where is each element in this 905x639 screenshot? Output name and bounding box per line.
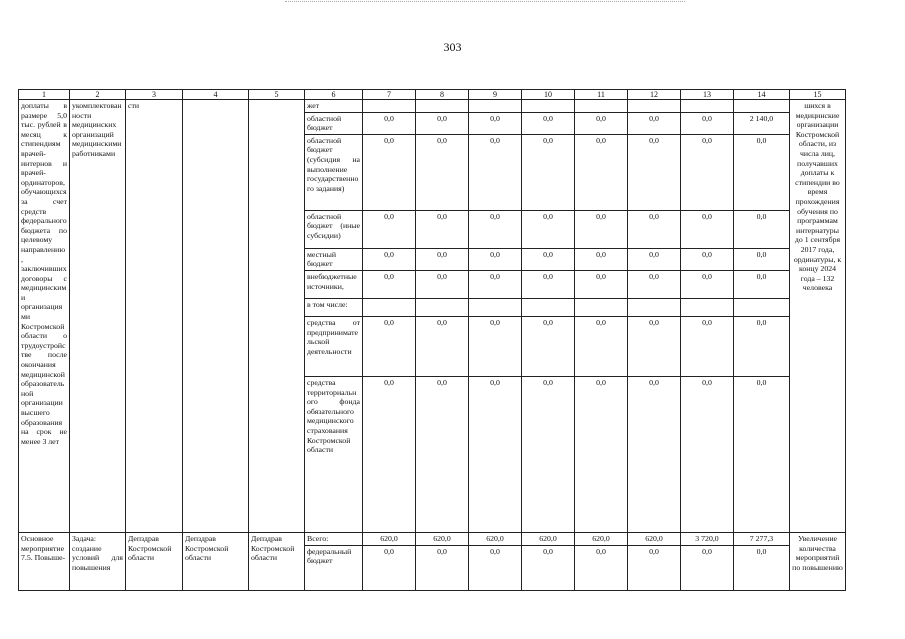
- funding-value: 0,0: [469, 545, 522, 590]
- funding-value: 0,0: [363, 545, 416, 590]
- cell-description: Основное мероприятие 7.5. Повыше-: [19, 532, 70, 590]
- funding-value: 0,0: [681, 134, 734, 210]
- funding-value: 2 140,0: [734, 112, 790, 134]
- funding-value: 0,0: [575, 545, 628, 590]
- header-col-14: 14: [734, 90, 790, 100]
- funding-value: 0,0: [628, 545, 681, 590]
- table-row: [19, 532, 846, 545]
- funding-value: 0,0: [681, 210, 734, 248]
- funding-value: 0,0: [734, 270, 790, 298]
- table-row: [19, 100, 846, 113]
- funding-value: [363, 100, 416, 113]
- funding-source-label: федеральный бюджет: [305, 545, 363, 590]
- funding-value: 0,0: [628, 210, 681, 248]
- funding-value: [575, 100, 628, 113]
- funding-source-label: местный бюджет: [305, 248, 363, 270]
- funding-value: [628, 298, 681, 316]
- funding-value: 0,0: [363, 270, 416, 298]
- header-col-7: 7: [363, 90, 416, 100]
- cell-executor: сти: [126, 100, 183, 533]
- cell-participant: [249, 100, 305, 533]
- cell-participant: Депздрав Костромской области: [249, 532, 305, 590]
- funding-value: 0,0: [628, 248, 681, 270]
- funding-value: 0,0: [522, 316, 575, 376]
- scan-top-edge: [285, 1, 685, 2]
- header-col-9: 9: [469, 90, 522, 100]
- funding-value: 0,0: [734, 210, 790, 248]
- funding-value: 0,0: [628, 270, 681, 298]
- funding-source-label: областной бюджет (иные субсидии): [305, 210, 363, 248]
- funding-value: 0,0: [522, 270, 575, 298]
- funding-value: [522, 100, 575, 113]
- funding-value: 0,0: [628, 134, 681, 210]
- funding-value: 0,0: [363, 134, 416, 210]
- funding-value: 0,0: [575, 112, 628, 134]
- header-col-1: 1: [19, 90, 70, 100]
- funding-value: 620,0: [628, 532, 681, 545]
- funding-value: 0,0: [416, 316, 469, 376]
- funding-value: 620,0: [363, 532, 416, 545]
- funding-value: 0,0: [416, 270, 469, 298]
- cell-description: доплаты в размере 5,0 тыс. рублей в месяц к стипендиям врачей-интернов и врачей-ординаторов, обучающихся за счет средств федерального бюджета по целевому направлению, заключивших договоры с медицинскими организациями Костромской области о трудоустройстве после окончания медицинской образовательной организации высшего образования на срок не менее 3 лет: [19, 100, 70, 533]
- header-col-6: 6: [305, 90, 363, 100]
- funding-table: [18, 89, 846, 591]
- funding-value: 0,0: [416, 545, 469, 590]
- funding-value: [416, 298, 469, 316]
- funding-value: [363, 298, 416, 316]
- funding-value: 620,0: [575, 532, 628, 545]
- funding-value: 0,0: [363, 316, 416, 376]
- cell-coexecutor: Депздрав Костромской области: [183, 532, 249, 590]
- cell-expected-result: шихся в медицинские организации Костромской области, из числа лиц, получавших доплаты к стипендии во время прохождения обучения по программам интернатуры до 1 сентября 2017 года, ординатуры, к концу 2024 года – 132 человека: [790, 100, 846, 533]
- funding-value: 0,0: [363, 248, 416, 270]
- funding-source-label: Всего:: [305, 532, 363, 545]
- funding-value: 620,0: [469, 532, 522, 545]
- funding-value: 0,0: [522, 248, 575, 270]
- funding-value: 0,0: [416, 210, 469, 248]
- funding-value: 620,0: [416, 532, 469, 545]
- funding-source-label: в том числе:: [305, 298, 363, 316]
- funding-value: 0,0: [575, 134, 628, 210]
- header-col-4: 4: [183, 90, 249, 100]
- funding-source-label: внебюджетные источники,: [305, 270, 363, 298]
- header-row: [19, 90, 846, 100]
- funding-value: 0,0: [522, 545, 575, 590]
- header-col-10: 10: [522, 90, 575, 100]
- header-col-15: 15: [790, 90, 846, 100]
- funding-value: 3 720,0: [681, 532, 734, 545]
- funding-value: 0,0: [734, 545, 790, 590]
- funding-value: 0,0: [363, 210, 416, 248]
- funding-value: 0,0: [416, 134, 469, 210]
- funding-value: 0,0: [681, 248, 734, 270]
- funding-value: 0,0: [681, 376, 734, 532]
- funding-value: 0,0: [469, 210, 522, 248]
- funding-value: [681, 100, 734, 113]
- funding-value: 0,0: [628, 376, 681, 532]
- funding-value: 0,0: [469, 376, 522, 532]
- cell-task: укомплектованности медицинских организаций медицинскими работниками: [70, 100, 126, 533]
- funding-value: [734, 298, 790, 316]
- funding-value: 7 277,3: [734, 532, 790, 545]
- funding-value: [681, 298, 734, 316]
- header-col-13: 13: [681, 90, 734, 100]
- funding-value: 0,0: [469, 248, 522, 270]
- header-col-2: 2: [70, 90, 126, 100]
- header-col-5: 5: [249, 90, 305, 100]
- page-number: 303: [443, 40, 462, 54]
- cell-expected-result: Увеличение количества мероприятий по повышению: [790, 532, 846, 590]
- funding-value: [416, 100, 469, 113]
- funding-source-label: областной бюджет: [305, 112, 363, 134]
- funding-value: 0,0: [522, 134, 575, 210]
- funding-value: 0,0: [575, 316, 628, 376]
- funding-value: 0,0: [522, 210, 575, 248]
- funding-value: 0,0: [734, 376, 790, 532]
- funding-source-label: жет: [305, 100, 363, 113]
- funding-value: 0,0: [416, 376, 469, 532]
- funding-value: 0,0: [628, 316, 681, 376]
- funding-value: 0,0: [416, 112, 469, 134]
- funding-value: 0,0: [734, 134, 790, 210]
- funding-value: 0,0: [628, 112, 681, 134]
- header-col-12: 12: [628, 90, 681, 100]
- header-col-8: 8: [416, 90, 469, 100]
- funding-value: [734, 100, 790, 113]
- funding-value: 0,0: [416, 248, 469, 270]
- funding-source-label: средства от предпринимательской деятельности: [305, 316, 363, 376]
- funding-value: 0,0: [734, 316, 790, 376]
- cell-coexecutor: [183, 100, 249, 533]
- funding-value: [522, 298, 575, 316]
- funding-value: 0,0: [575, 270, 628, 298]
- funding-value: 0,0: [681, 112, 734, 134]
- funding-value: 0,0: [522, 376, 575, 532]
- funding-value: 0,0: [469, 112, 522, 134]
- funding-value: 0,0: [681, 316, 734, 376]
- cell-executor: Депздрав Костромской области: [126, 532, 183, 590]
- funding-value: 0,0: [734, 248, 790, 270]
- funding-value: 0,0: [469, 270, 522, 298]
- funding-value: 0,0: [363, 376, 416, 532]
- funding-value: 0,0: [575, 210, 628, 248]
- funding-value: 0,0: [363, 112, 416, 134]
- funding-source-label: областной бюджет (субсидия на выполнение государственного задания): [305, 134, 363, 210]
- funding-value: [575, 298, 628, 316]
- header-col-11: 11: [575, 90, 628, 100]
- funding-value: [469, 298, 522, 316]
- header-col-3: 3: [126, 90, 183, 100]
- funding-value: 0,0: [681, 270, 734, 298]
- funding-value: [469, 100, 522, 113]
- funding-value: 620,0: [522, 532, 575, 545]
- funding-value: 0,0: [522, 112, 575, 134]
- funding-value: 0,0: [575, 248, 628, 270]
- cell-task: Задача: создание условий для повышения: [70, 532, 126, 590]
- funding-value: 0,0: [469, 134, 522, 210]
- funding-value: 0,0: [469, 316, 522, 376]
- funding-value: 0,0: [681, 545, 734, 590]
- funding-value: 0,0: [575, 376, 628, 532]
- funding-source-label: средства территориального фонда обязательного медицинского страхования Костромской области: [305, 376, 363, 532]
- funding-value: [628, 100, 681, 113]
